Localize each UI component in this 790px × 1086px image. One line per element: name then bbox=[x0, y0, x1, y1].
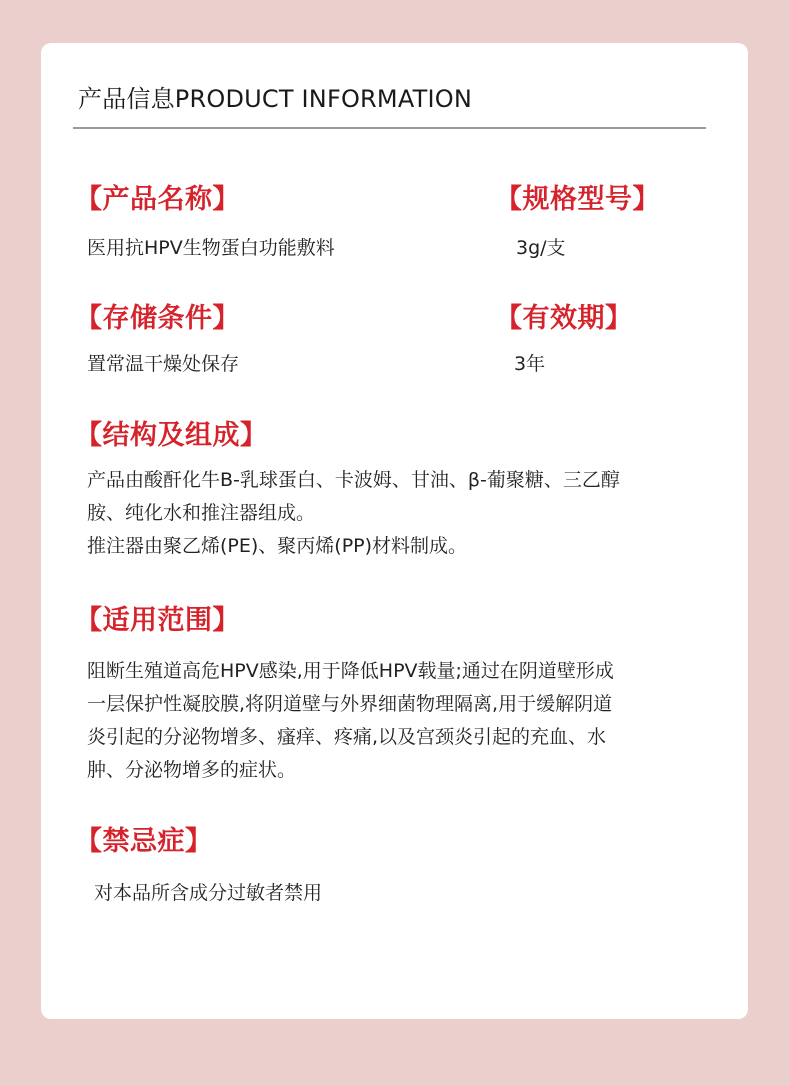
spec-heading: 【规格型号】 bbox=[495, 184, 660, 215]
validity-heading: 【有效期】 bbox=[495, 303, 633, 334]
spec-value: 3g/支 bbox=[516, 237, 566, 259]
storage-heading: 【存储条件】 bbox=[75, 303, 240, 334]
indications-line: 阻断生殖道高危HPV感染,用于降低HPV载量;通过在阴道壁形成 bbox=[87, 660, 614, 682]
composition-text bbox=[87, 464, 620, 563]
contraindications-heading: 【禁忌症】 bbox=[75, 826, 213, 857]
product-name-value: 医用抗HPV生物蛋白功能敷料 bbox=[87, 237, 335, 259]
indications-heading: 【适用范围】 bbox=[75, 605, 240, 636]
product-info-card bbox=[41, 43, 748, 1019]
validity-value: 3年 bbox=[514, 353, 546, 375]
indications-text bbox=[87, 655, 614, 787]
indications-line: 肿、分泌物增多的症状。 bbox=[87, 759, 297, 781]
storage-value: 置常温干燥处保存 bbox=[87, 353, 240, 375]
composition-line: 产品由酸酐化牛B-乳球蛋白、卡波姆、甘油、β-葡聚糖、三乙醇 bbox=[87, 469, 620, 491]
composition-line: 推注器由聚乙烯(PE)、聚丙烯(PP)材料制成。 bbox=[87, 535, 468, 557]
product-name-heading: 【产品名称】 bbox=[75, 184, 240, 215]
page-title: 产品信息PRODUCT INFORMATION bbox=[78, 85, 472, 113]
contraindications-value: 对本品所含成分过敏者禁用 bbox=[94, 882, 323, 904]
header-divider bbox=[73, 127, 706, 129]
composition-heading: 【结构及组成】 bbox=[75, 420, 268, 451]
indications-line: 一层保护性凝胶膜,将阴道壁与外界细菌物理隔离,用于缓解阴道 bbox=[87, 693, 613, 715]
composition-line: 胺、纯化水和推注器组成。 bbox=[87, 502, 316, 524]
indications-line: 炎引起的分泌物增多、瘙痒、疼痛,以及宫颈炎引起的充血、水 bbox=[87, 726, 607, 748]
